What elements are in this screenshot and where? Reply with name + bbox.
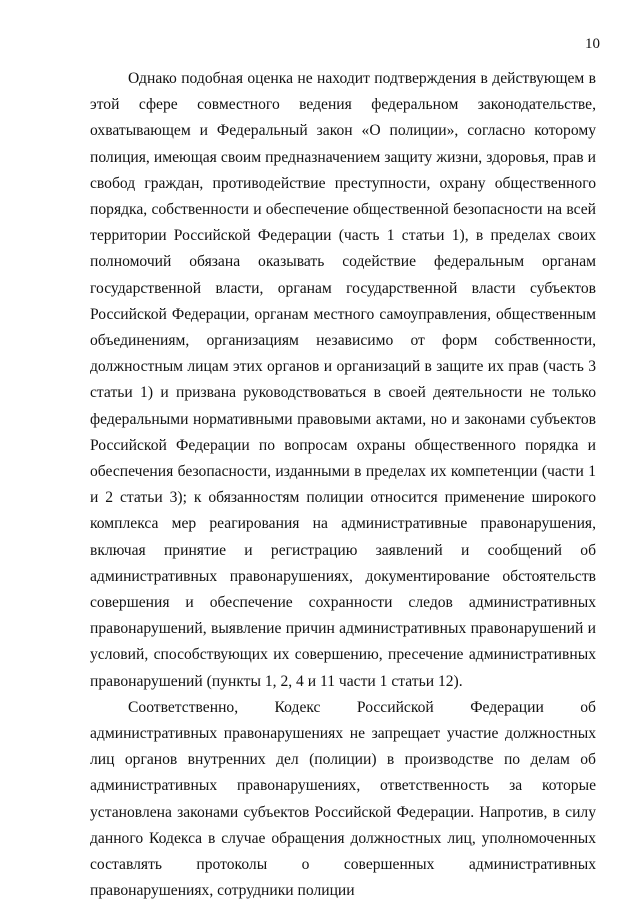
paragraph-1: Однако подобная оценка не находит подтверждения в действующем в этой сфере совместного ведения федеральном законодательстве, охватывающем и Федеральный закон «О полиции», согласно которому полиция, имеющая своим предназначением защиту жизни, здоровья, прав и свобод граждан, противодействие преступности, охрану общественного порядка, собственности и обеспечение общественной безопасности на всей территории Российской Федерации (часть 1 статьи 1), в пределах своих полномочий обязана оказывать содействие федеральным органам государственной власти, органам государственной власти субъектов Российской Федерации, органам местного самоуправления, общественным объединениям, организациям независимо от форм собственности, должностным лицам этих органов и организаций в защите их прав (часть 3 статьи 1) и призвана руководствоваться в своей деятельности не только федеральными нормативными правовыми актами, но и законами субъектов Российской Федерации по вопросам охраны общественного порядка и обеспечения безопасности, изданными в пределах их компетенции (части 1 и 2 статьи 3); к обязанностям полиции относится применение широкого комплекса мер реагирования на административные правонарушения, включая принятие и регистрацию заявлений и сообщений об административных правонарушениях, документирование обстоятельств совершения и обеспечение сохранности следов административных правонарушений, выявление причин административных правонарушений и условий, способствующих их совершению, пресечение административных правонарушений (пункты 1, 2, 4 и 11 части 1 статьи 12). <box>90 70 596 690</box>
paragraph-2: Соответственно, Кодекс Российской Федерации об административных правонарушениях не запрещает участие должностных лиц органов внутренних дел (полиции) в производстве по делам об административных правонарушениях, ответственность за которые установлена законами субъектов Российской Федерации. Напротив, в силу данного Кодекса в случае обращения должностных лиц, уполномоченных составлять протоколы о совершенных административных правонарушениях, сотрудники полиции <box>90 698 596 900</box>
page-number: 10 <box>585 36 600 52</box>
body-text <box>90 66 596 905</box>
